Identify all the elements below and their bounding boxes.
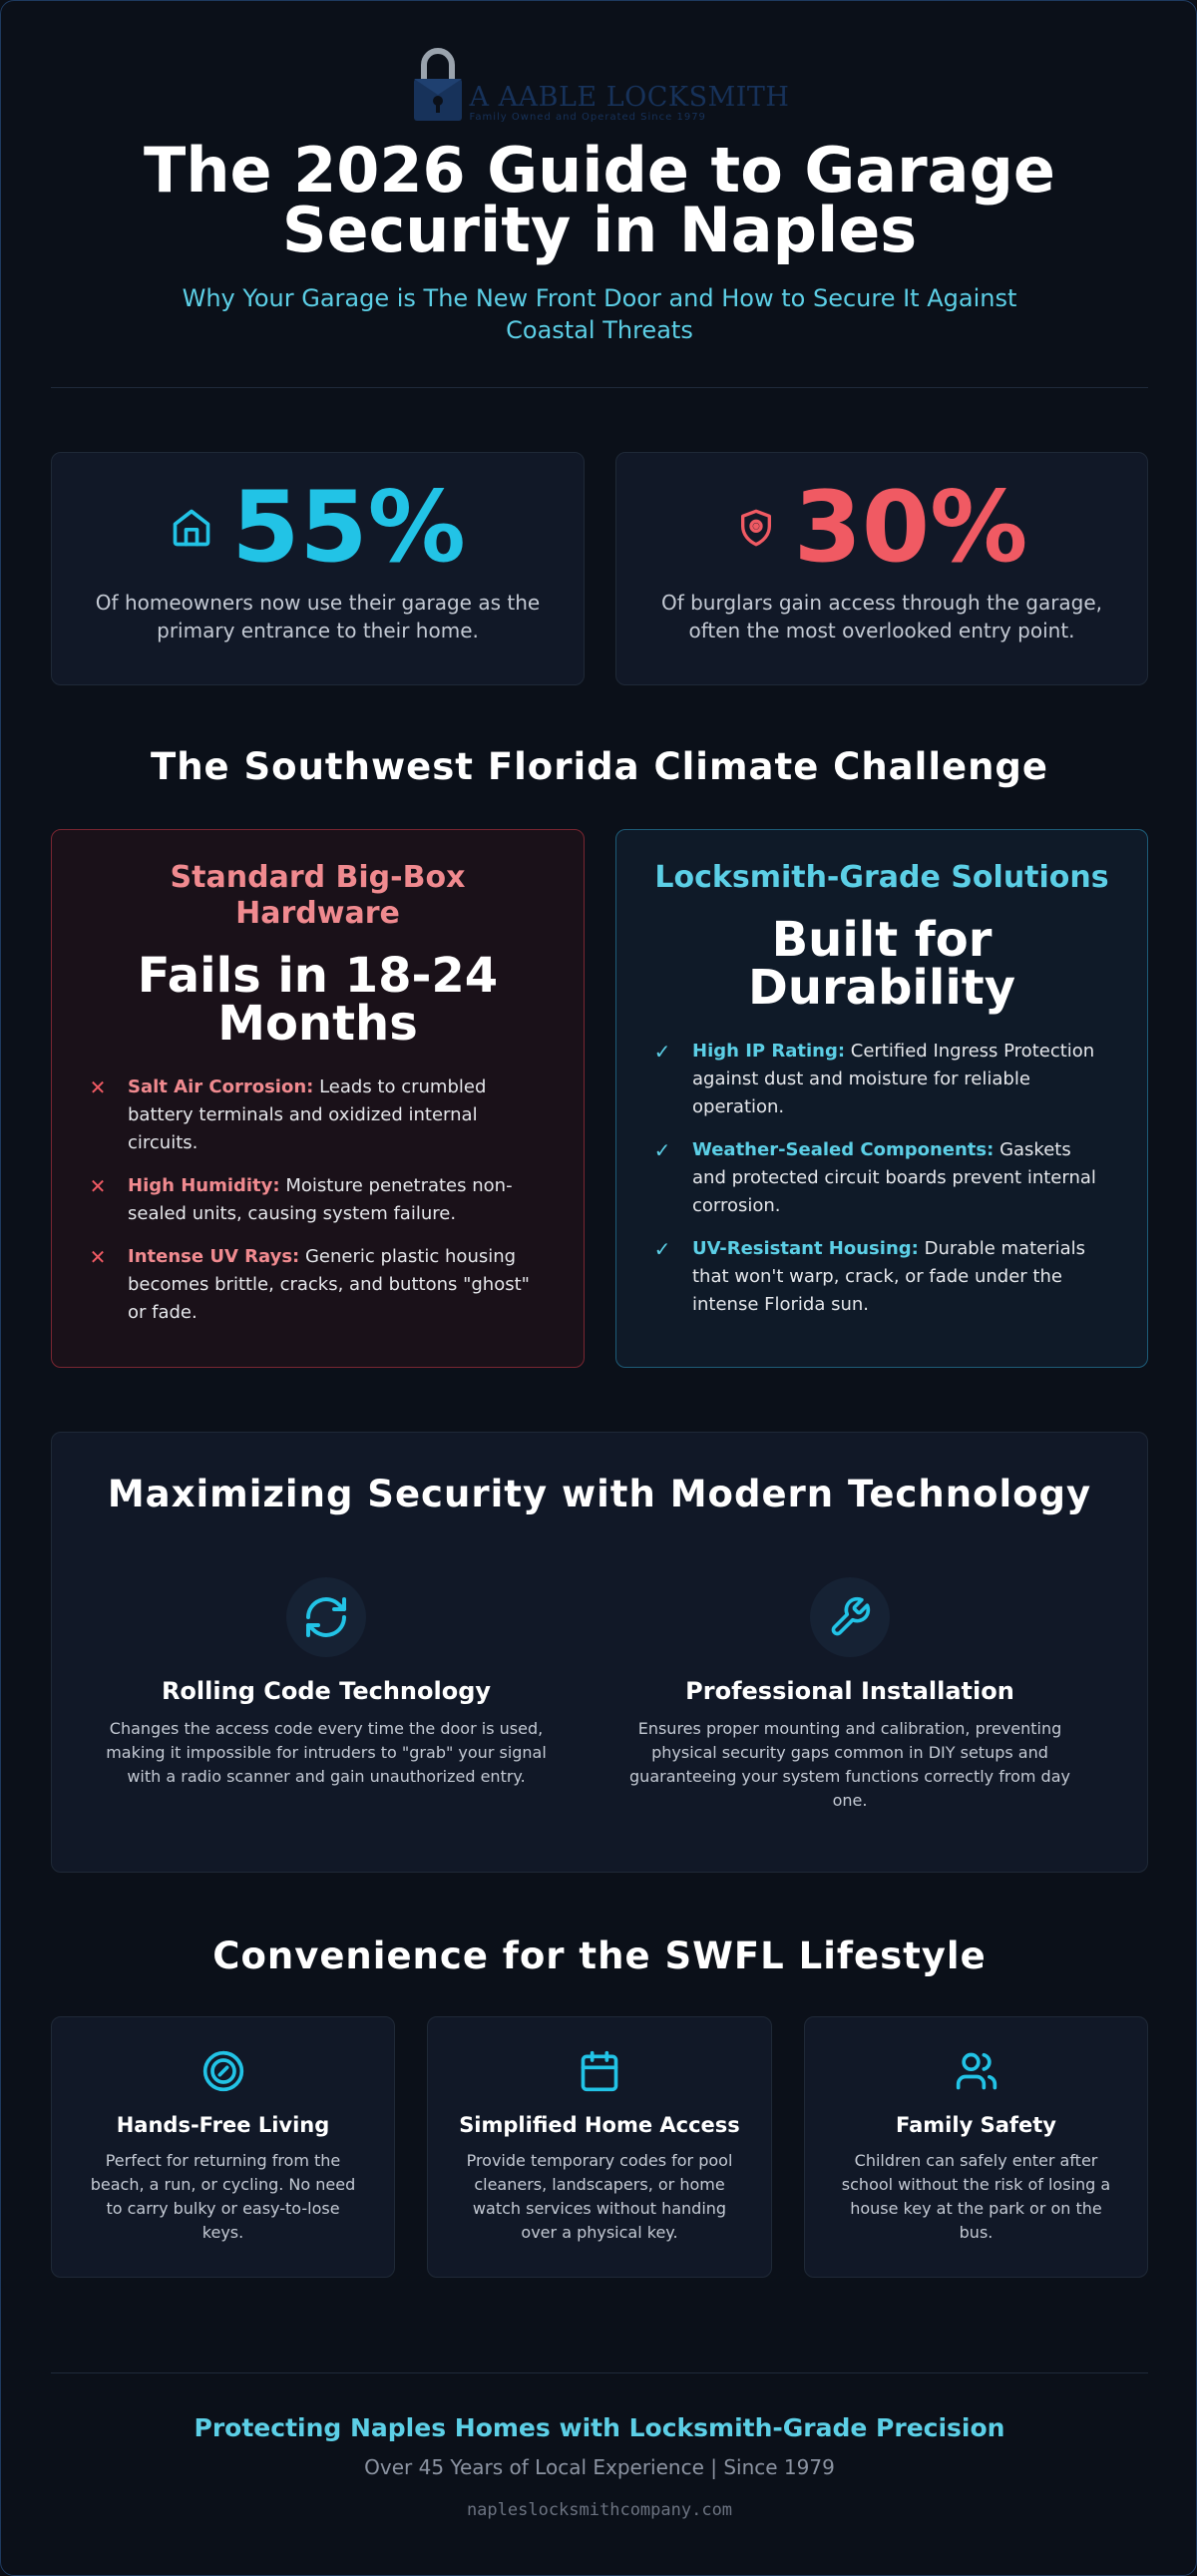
padlock-icon [410,45,466,123]
convenience-description: Provide temporary codes for pool cleaners, landscapers, or home watch services without handing over a physical key. [466,2151,733,2242]
shield-icon [736,505,776,551]
locksmith-grade-title: Locksmith-Grade Solutions [654,860,1109,895]
list-item [652,1235,1097,1319]
item-text: Durable materials that won't warp, crack, or fade under the intense Florida sun. [692,1238,1086,1315]
item-text: Gaskets and protected circuit boards prevent internal corrosion. [692,1139,1096,1216]
technology-card [51,1432,1148,1873]
footer-url[interactable]: napleslocksmithcompany.com [466,2500,733,2520]
tech-name: Rolling Code Technology [161,1677,492,1705]
item-label: High Humidity: [128,1175,280,1196]
home-icon [170,505,213,551]
item-text: Moisture penetrates non-sealed units, causing system failure. [128,1175,513,1224]
tech-description: Changes the access code every time the door is used, making it impossible for intruders to "grab" your signal with a radio scanner and gain unauthorized entry. [106,1719,547,1786]
stat-value: 30% [793,471,1028,585]
convenience-card-hands-free [51,2016,395,2278]
item-text: Certified Ingress Protection against dust and moisture for reliable operation. [692,1041,1095,1117]
item-text: Generic plastic housing becomes brittle, cracks, and buttons "ghost" or fade. [128,1246,530,1323]
brand-name: A AABLE LOCKSMITH [469,82,790,113]
stat-description: Of homeowners now use their garage as the primary entrance to their home. [95,591,541,643]
check-icon: ✓ [653,1237,671,1261]
brand-logo [1,45,1197,123]
stat-card-garage-entrance [51,452,585,685]
failure-list [52,1073,584,1327]
tech-name: Professional Installation [685,1677,1014,1705]
close-icon: ✕ [89,1075,107,1099]
benefit-list [616,1038,1147,1319]
item-text: Leads to crumbled battery terminals and oxidized internal circuits. [128,1076,487,1153]
locksmith-grade-card [615,829,1148,1368]
section-title-convenience: Convenience for the SWFL Lifestyle [212,1934,987,1977]
users-icon [955,2049,998,2093]
convenience-description: Perfect for returning from the beach, a run, or cycling. No need to carry bulky or easy-to-lose keys. [90,2151,356,2242]
convenience-description: Children can safely enter after school without the risk of losing a house key at the park or on the bus. [841,2151,1111,2242]
wrench-icon-wrap [810,1577,890,1657]
brand-tagline: Family Owned and Operated Since 1979 [469,112,706,123]
stat-card-burglar-entry [615,452,1148,685]
section-title-climate: The Southwest Florida Climate Challenge [150,745,1049,788]
stat-description: Of burglars gain access through the garage, often the most overlooked entry point. [660,591,1103,643]
list-item [88,1243,534,1327]
list-item [88,1172,534,1228]
item-label: Intense UV Rays: [128,1246,300,1267]
item-label: Salt Air Corrosion: [128,1076,314,1097]
check-icon: ✓ [653,1138,671,1162]
section-title-technology: Maximizing Security with Modern Technology [107,1473,1092,1515]
footer-headline: Protecting Naples Homes with Locksmith-Grade Precision [194,2413,1005,2442]
list-item [88,1073,534,1157]
check-icon: ✓ [653,1040,671,1064]
page-subtitle: Why Your Garage is The New Front Door and How to Secure It Against Coastal Threats [182,284,1017,344]
close-icon: ✕ [89,1174,107,1198]
wrench-icon [828,1595,872,1639]
close-icon: ✕ [89,1245,107,1269]
convenience-name: Simplified Home Access [459,2113,740,2137]
standard-hardware-card [51,829,585,1368]
page-title: The 2026 Guide to Garage Security in Naples [144,134,1055,266]
standard-hardware-headline: Fails in 18-24 Months [137,948,499,1052]
locksmith-grade-headline: Built for Durability [747,912,1016,1016]
footer-subline: Over 45 Years of Local Experience | Since 1979 [364,2455,835,2479]
convenience-name: Hands-Free Living [116,2113,330,2137]
item-label: Weather-Sealed Components: [692,1139,995,1160]
tech-description: Ensures proper mounting and calibration, preventing physical security gaps common in DIY setups and guaranteeing your system functions correctly from day one. [629,1719,1070,1810]
standard-hardware-title: Standard Big-Box Hardware [170,860,466,931]
item-label: High IP Rating: [692,1041,846,1062]
convenience-card-family-safety [804,2016,1148,2278]
convenience-name: Family Safety [896,2113,1056,2137]
calendar-icon [578,2049,621,2093]
list-item [652,1038,1097,1121]
refresh-icon [302,1593,350,1641]
list-item [652,1136,1097,1220]
tech-item-rolling-code [92,1577,561,1789]
divider [51,387,1148,388]
refresh-icon-wrap [286,1577,366,1657]
item-label: UV-Resistant Housing: [692,1238,919,1259]
tech-item-installation [615,1577,1084,1813]
convenience-card-home-access [427,2016,772,2278]
stat-value: 55% [231,471,466,585]
speedometer-icon [201,2049,245,2093]
divider [51,2372,1148,2373]
